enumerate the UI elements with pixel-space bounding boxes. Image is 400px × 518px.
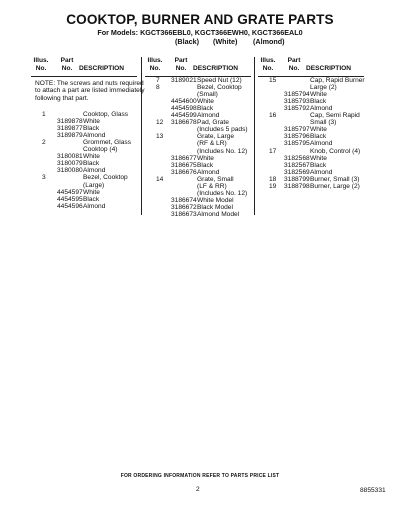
illus-number: 2 (42, 139, 46, 147)
part-number: 3180079 (57, 160, 83, 168)
page-title: COOKTOP, BURNER AND GRATE PARTS (66, 12, 334, 27)
screw-note: NOTE: The screws and nuts required to attach a part are listed immediately following that part. (35, 80, 145, 102)
part-number: 3189878 (57, 118, 83, 126)
part-description: Almond (310, 140, 333, 148)
part-description: Burner, Large (2) (310, 182, 360, 190)
part-description: White (197, 98, 214, 106)
part-number: 4454598 (171, 105, 197, 113)
part-description: (Includes No. 12) (197, 189, 248, 197)
part-description: Cap, Semi Rapid (310, 112, 360, 120)
part-number: 4454599 (171, 112, 197, 120)
part-number: 3185793 (284, 98, 310, 106)
document-number: 8855331 (360, 487, 386, 494)
part-number: 3186677 (171, 154, 197, 162)
part-description: Black Model (197, 203, 233, 211)
header-part-no: No. (175, 65, 187, 72)
part-description: Almond (197, 168, 220, 176)
part-number: 4454597 (57, 188, 83, 196)
part-number: 3186676 (171, 168, 197, 176)
part-number: 3185797 (284, 126, 310, 134)
part-description: (Includes No. 12) (197, 147, 248, 155)
header-description: DESCRIPTION (193, 65, 239, 72)
color-almond: (Almond) (253, 37, 285, 46)
header-illus: Illus. (33, 57, 49, 64)
header-part-no: No. (288, 65, 300, 72)
part-number: 3185795 (284, 140, 310, 148)
part-description: Bezel, Cooktop (197, 84, 242, 92)
part-number: 3185796 (284, 133, 310, 141)
part-description: Grommet, Glass (83, 139, 131, 147)
part-number: 3182569 (284, 168, 310, 176)
part-description: White (197, 154, 214, 162)
part-number: 3185794 (284, 91, 310, 99)
part-description: Cooktop (4) (83, 146, 118, 154)
part-description: Black (197, 105, 214, 113)
part-description: Almond Model (197, 210, 240, 218)
part-number: 3186672 (171, 203, 197, 211)
header-part: Part (174, 57, 188, 64)
part-description: (Small) (197, 91, 218, 99)
part-number: 3180080 (57, 167, 83, 175)
part-number: 3182568 (284, 154, 310, 162)
part-description: White (83, 153, 100, 161)
part-description: Grate, Small (197, 175, 234, 183)
part-description: Almond (197, 112, 220, 120)
part-description: Small (3) (310, 119, 337, 127)
illus-number: 14 (156, 175, 164, 183)
header-description: DESCRIPTION (306, 65, 352, 72)
header-part-no: No. (61, 65, 73, 72)
illus-number: 1 (42, 111, 46, 118)
part-number: 3186678 (171, 119, 197, 127)
part-description: White (83, 188, 100, 196)
header-illus: Illus. (147, 57, 163, 64)
part-description: White (310, 154, 327, 162)
part-description: Black (310, 98, 327, 106)
part-description: Cooktop, Glass (83, 111, 129, 118)
header-illus-no: No. (35, 65, 47, 72)
part-description: Almond (310, 105, 333, 113)
part-description: (Large) (83, 181, 105, 189)
part-description: Pad, Grate (197, 119, 229, 127)
illus-number: 16 (269, 112, 277, 120)
color-black: (Black) (175, 37, 199, 46)
header-illus-no: No. (262, 65, 274, 72)
part-description: White (83, 118, 100, 126)
part-number: 3186674 (171, 196, 197, 204)
part-description: Burner, Small (3) (310, 175, 360, 183)
color-white: (White) (213, 37, 238, 46)
part-description: Black (83, 195, 100, 203)
part-number: 4454595 (57, 195, 83, 203)
part-description: Black (197, 161, 214, 169)
part-number: 3188798 (284, 182, 310, 190)
part-description: Black (310, 161, 327, 169)
illus-number: 17 (269, 147, 277, 155)
header-description: DESCRIPTION (79, 65, 125, 72)
part-description: Black (83, 125, 100, 133)
part-number: 3189877 (57, 125, 83, 133)
part-number: 3188799 (284, 175, 310, 183)
part-description: Almond (310, 168, 333, 176)
page-number: 2 (196, 486, 200, 493)
part-description: Speed Nut (12) (197, 77, 242, 84)
header-part: Part (287, 57, 301, 64)
header-illus: Illus. (260, 57, 276, 64)
illus-number: 12 (156, 119, 164, 127)
illus-number: 19 (269, 182, 277, 190)
header-part: Part (60, 57, 74, 64)
header-illus-no: No. (149, 65, 161, 72)
part-number: 3189879 (57, 132, 83, 140)
part-description: Grate, Large (197, 133, 235, 141)
part-number: 3186673 (171, 210, 197, 218)
part-description: Bezel, Cooktop (83, 174, 128, 182)
part-description: Large (2) (310, 84, 337, 92)
header-rule-1 (31, 76, 137, 77)
illus-number: 7 (156, 77, 160, 84)
part-description: Black (310, 133, 327, 141)
part-number: 3185792 (284, 105, 310, 113)
part-number: 3189021 (171, 77, 197, 84)
ordering-info-footer: FOR ORDERING INFORMATION REFER TO PARTS PRICE LIST (120, 473, 280, 479)
illus-number: 18 (269, 175, 277, 183)
part-number: 4454600 (171, 98, 197, 106)
models-line: For Models: KGCT366EBL0, KGCT366EWH0, KGCT366EAL0 (97, 28, 303, 37)
illus-number: 13 (156, 133, 164, 141)
part-description: Almond (83, 167, 106, 175)
part-number: 3186675 (171, 161, 197, 169)
part-description: Almond (83, 132, 106, 140)
part-description: Almond (83, 202, 106, 210)
part-number: 3180081 (57, 153, 83, 161)
part-description: White (310, 126, 327, 134)
column-divider-2 (254, 57, 255, 215)
part-description: Black (83, 160, 100, 168)
part-description: (Includes 5 pads) (197, 126, 248, 134)
part-description: Knob, Control (4) (310, 147, 361, 155)
illus-number: 3 (42, 174, 46, 182)
part-description: White Model (197, 196, 234, 204)
illus-number: 8 (156, 84, 160, 92)
illus-number: 15 (269, 77, 277, 84)
part-description: Cap, Rapid Burner (310, 77, 365, 84)
part-description: White (310, 91, 327, 99)
part-description: (RF & LR) (197, 140, 227, 148)
part-number: 3182567 (284, 161, 310, 169)
part-description: (LF & RR) (197, 182, 227, 190)
part-number: 4454596 (57, 202, 83, 210)
